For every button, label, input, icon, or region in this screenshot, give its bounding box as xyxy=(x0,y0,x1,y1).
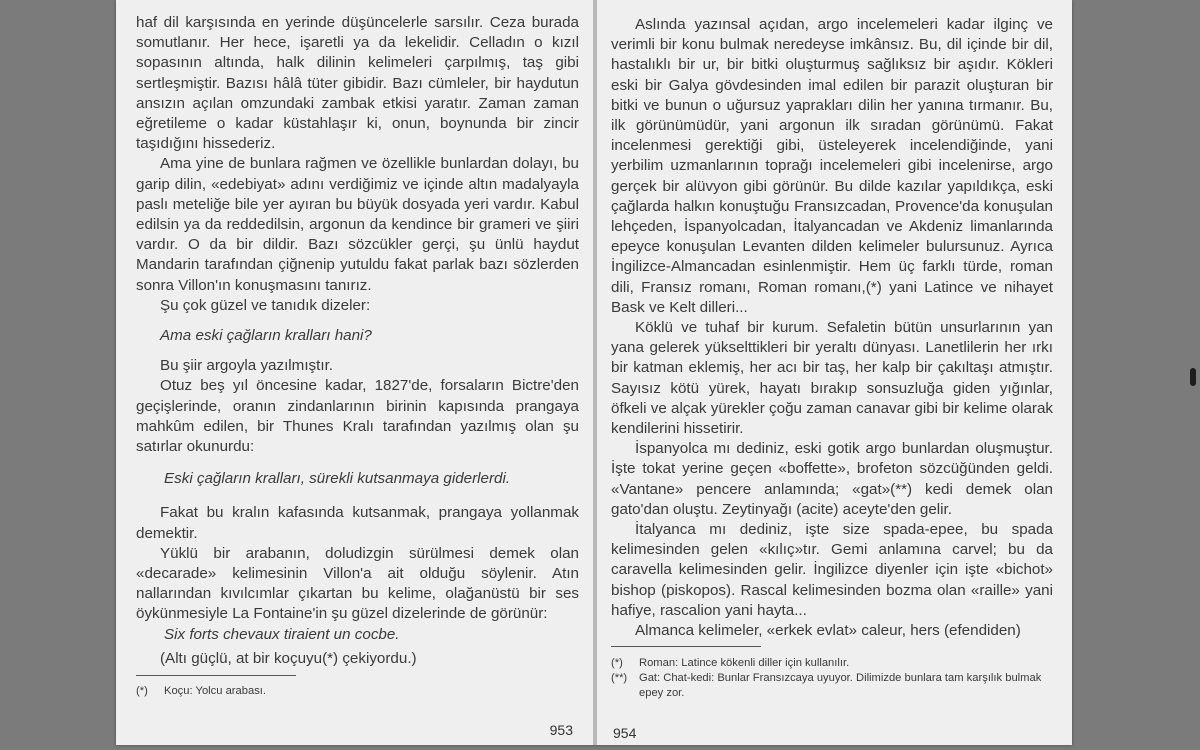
paragraph: İtalyanca mı dediniz, işte size spada-epee, bu spada kelimesinden gelen «kılıç»tır. Gemi anlamına carvel; bu da caravella kelimesinden gelir. İngilizce diyenler için işte «bichot» bishop (piskopos). Rascal kelimesinden bozma olan «raille» yani hafiye, rascalion yani hayta... xyxy=(611,521,1053,619)
paragraph: İspanyolca mı dediniz, eski gotik argo bunlardan oluşmuştur. İşte tokat yerine geçen «boffette», brofeton sözcüğünden geldi. «Vantane» pencere anlamında; «gat»(**) kedi demek olan gato'dan oluştu. Zeytinyağı (acite) aceyte'den gelir. xyxy=(611,440,1053,518)
page-number: 954 xyxy=(613,725,637,741)
footnote-text: Koçu: Yolcu arabası. xyxy=(164,685,267,697)
left-page xyxy=(116,0,593,745)
book-spread xyxy=(116,0,1072,745)
paragraph: Yüklü bir arabanın, doludizgin sürülmesi demek olan «decarade» kelimesinin Villon'a ait olduğu söylenir. Atın nallarından kıvılcımlar çıkartan bu kelime, olağanüstü bir ses öykünmesiyle La Fontaine'in şu güzel dizelerinde de görünür: xyxy=(136,544,579,623)
footnote-text: Gat: Chat-kedi: Bunlar Fransızcaya uyuyor. Dilimizde bunlara tam karşılık bulmak epey zor. xyxy=(639,672,1042,699)
footnote-marker: (*) xyxy=(611,657,623,669)
footnote-divider xyxy=(611,646,761,647)
paragraph: Aslında yazınsal açıdan, argo incelemeleri kadar ilginç ve verimli bir konu bulmak neredeyse imkânsız. Bu, dil içinde bir dil, hastalıklı bir ur, bir bitki oluşturmuş sağlıksız bir aşıdır. Kökleri eski bir Galya gövdesinden imal edilen bir parazit oluşturan bir bitki ve bunun o uğursuz yaprakları dilin her yanına tırmanır. Bu, ilk görünümüdür, yani argonun ilk sıradan görünümü. Fakat incelenmesi gerektiği gibi, üsteleyerek incelendiğinde, yani yerbilim uzmanlarının toprağı incelemeleri gibi incelenirse, argo gerçek bir alüvyon gibi görünür. Bu dilde kazılar yapıldıkça, eski çağlarda halkın konuştuğu Fransızcadan, Provence'da konuşulan lehçeden, İspanyolcadan, İtalyancadan ve Akdeniz limanlarında epeyce konuşulan Levanten dilden kelimeler bulursunuz. Ayrıca İngilizce-Almancadan esinlenmiştir. Hem üç farklı türde, roman dili, Fransız romanı, Roman romanı,(*) yani Latince ve nihayet Bask ve Kelt dilleri... xyxy=(611,16,1053,316)
paragraph: Fakat bu kralın kafasında kutsanmak, prangaya yollanmak demektir. xyxy=(136,504,579,542)
paragraph: Bu şiir argoyla yazılmıştır. xyxy=(160,357,334,375)
right-page xyxy=(597,0,1072,745)
paragraph: Şu çok güzel ve tanıdık dizeler: xyxy=(160,296,371,314)
verse-line: Six forts chevaux tiraient un cocbe. xyxy=(164,625,400,643)
paragraph: Almanca kelimeler, «erkek evlat» caleur, hers (efendiden) xyxy=(635,622,1021,640)
paragraph: (Altı güçlü, at bir koçuyu(*) çekiyordu.) xyxy=(160,649,417,667)
footnote-marker: (*) xyxy=(136,685,148,697)
footnote xyxy=(611,671,1053,701)
page-number: 953 xyxy=(549,722,573,738)
right-page-body xyxy=(611,15,1053,641)
footnote-divider xyxy=(136,675,296,676)
footnote xyxy=(136,684,576,699)
verse-line: Eski çağların kralları, sürekli kutsanmaya giderlerdi. xyxy=(164,470,511,488)
footnote xyxy=(611,656,1053,671)
paragraph: Ama yine de bunlara rağmen ve özellikle bunlardan dolayı, bu garip dilin, «edebiyat» adını verdiğimiz ve içinde altın madalyayla paslı meteliğe bile yer ayıran bu büyük dosyada yeri vardır. Kabul edilsin ya da reddedilsin, argonun da kendince bir grameri ve şiiri vardır. O da bir dildir. Bazı sözcükler gerçi, şu ünlü haydut Mandarin tarafından çiğnenip yutuldu fakat parlak bazı sözlerden sonra Villon'ın konuşmasını tanırız. xyxy=(136,155,579,294)
scrollbar-thumb[interactable] xyxy=(1190,368,1196,386)
paragraph: Otuz beş yıl öncesine kadar, 1827'de, forsaların Bictre'den geçişlerinde, oranın zindanlarının birinin kapısında prangaya mahkûm edilen, bir Thunes Kralı tarafından yazılmış olan şu satırlar okunurdu: xyxy=(136,377,579,456)
verse-line: Ama eski çağların kralları hani? xyxy=(160,327,372,345)
left-page-body xyxy=(136,13,579,669)
footnote-marker: (**) xyxy=(611,672,628,684)
paragraph: Köklü ve tuhaf bir kurum. Sefaletin bütün unsurlarının yan yana gelerek yükselttikleri bir yeraltı dünyası. Lanetlilerin her ırkı bir katman eklemiş, her acı bir taş, her kalp bir çakıltaşı atmıştır. Sayısız kötü yürek, hayatı bırakıp sonsuzluğa giden yığınlar, öfkeli ve alçak yürekler çoğu zaman canavar gibi bir kelime olarak kendilerini hissetirir. xyxy=(611,319,1053,438)
paragraph: haf dil karşısında en yerinde düşüncelerle sarsılır. Ceza burada somutlanır. Her hece, işaretli ya da lekelidir. Celladın o kızıl sopasının altında, halk dilinin kelimeleri çarpılmış, taş gibi sertleşmiştir. Bazısı hâlâ tüter gibidir. Bazı cümleler, bir haydutun ansızın açılan omzundaki zambak etkisi yaratır. Zaman zaman eğretileme o kadar küstahlaşır ki, onun, boynunda bir zincir taşıdığını hissederiz. xyxy=(136,14,579,153)
footnote-text: Roman: Latince kökenli diller için kullanılır. xyxy=(639,657,850,669)
right-footnotes xyxy=(611,656,1053,701)
left-footnotes xyxy=(136,684,576,699)
